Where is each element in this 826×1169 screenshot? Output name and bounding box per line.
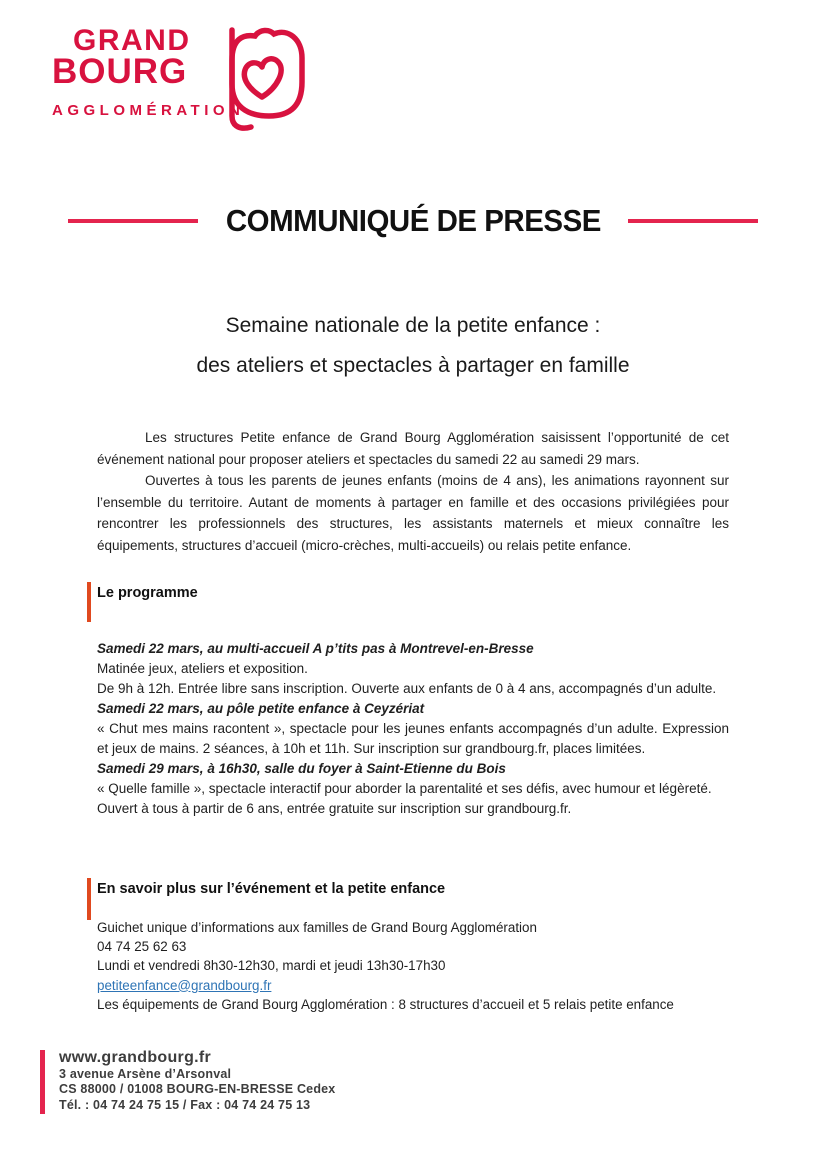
info-section: [97, 918, 729, 1014]
footer-website: www.grandbourg.fr: [59, 1049, 212, 1066]
event-heading: Samedi 22 mars, au pôle petite enfance à Ceyzériat: [97, 701, 425, 716]
section-heading-programme: [97, 585, 198, 601]
footer-phone-line: Tél. : 04 74 24 75 15 / Fax : 04 74 24 75 13: [59, 1097, 311, 1112]
section-heading-label: En savoir plus sur l’événement et la petite enfance: [97, 881, 446, 897]
contact-line: Les équipements de Grand Bourg Agglomération : 8 structures d’accueil et 5 relais petite enfance: [97, 996, 674, 1012]
title-rule-left: [68, 219, 198, 223]
footer-address-line-1: 3 avenue Arsène d’Arsonval: [59, 1067, 232, 1081]
footer-address-line-2: CS 88000 / 01008 BOURG-EN-BRESSE Cedex: [59, 1082, 336, 1097]
event-heading: Samedi 29 mars, à 16h30, salle du foyer à Saint-Etienne du Bois: [97, 761, 506, 776]
subtitle-line-1: Semaine nationale de la petite enfance :: [225, 314, 601, 337]
section-heading-info: [97, 881, 445, 897]
footer-bar-icon: [40, 1050, 45, 1114]
event-detail: Matinée jeux, ateliers et exposition.: [97, 661, 308, 676]
contact-line: Guichet unique d’informations aux familles de Grand Bourg Agglomération: [97, 920, 537, 935]
grand-bourg-logo: [52, 26, 312, 138]
section-bar-icon: [87, 582, 91, 622]
heart-b-logo-icon: [216, 26, 308, 137]
document-subtitle: [0, 306, 826, 386]
event-heading: Samedi 22 mars, au multi-accueil A p’tits pas à Montrevel-en-Bresse: [97, 641, 534, 656]
section-heading-label: Le programme: [97, 585, 198, 601]
event-detail: De 9h à 12h. Entrée libre sans inscription. Ouverte aux enfants de 0 à 4 ans, accompagnés d’un adulte.: [97, 681, 717, 696]
intro-section: [97, 427, 729, 557]
event-detail: Ouvert à tous à partir de 6 ans, entrée gratuite sur inscription sur grandbourg.fr.: [97, 801, 572, 816]
title-band: [0, 203, 826, 239]
logo-text-grand: GRAND: [73, 24, 191, 57]
event-detail: « Quelle famille », spectacle interactif pour aborder la parentalité et ses défis, avec humour et légèreté.: [97, 781, 712, 796]
section-bar-icon: [87, 878, 91, 920]
logo-text-agglomeration: AGGLOMÉRATION: [52, 102, 245, 119]
email-link[interactable]: petiteenfance@grandbourg.fr: [97, 977, 272, 993]
subtitle-line-2: des ateliers et spectacles à partager en famille: [196, 354, 630, 377]
page-title: COMMUNIQUÉ DE PRESSE: [225, 203, 601, 238]
footer: [40, 1048, 540, 1113]
programme-section: [97, 639, 729, 819]
title-rule-right: [628, 219, 758, 223]
logo-text-bourg: BOURG: [52, 52, 188, 91]
intro-paragraph-2: Ouvertes à tous les parents de jeunes enfants (moins de 4 ans), les animations rayonnent sur l’ensemble du territoire. Autant de moments à partager en famille et des occasions privilégiées pour rencontrer les professionnels des structures, les assistants maternels et mieux connaître les équipements, structures d’accueil (micro-crèches, multi-accueils) ou relais petite enfance.: [97, 473, 729, 553]
contact-hours: Lundi et vendredi 8h30-12h30, mardi et jeudi 13h30-17h30: [97, 958, 446, 974]
event-detail: « Chut mes mains racontent », spectacle pour les jeunes enfants accompagnés d’un adulte. Expression et jeux de mains. 2 séances, à 10h et 11h. Sur inscription sur grandbourg.fr, places limitées.: [97, 721, 729, 756]
contact-phone: 04 74 25 62 63: [97, 939, 187, 955]
intro-paragraph-1: Les structures Petite enfance de Grand Bourg Agglomération saisissent l’opportunité de cet événement national pour proposer ateliers et spectacles du samedi 22 au samedi 29 mars.: [97, 430, 729, 467]
